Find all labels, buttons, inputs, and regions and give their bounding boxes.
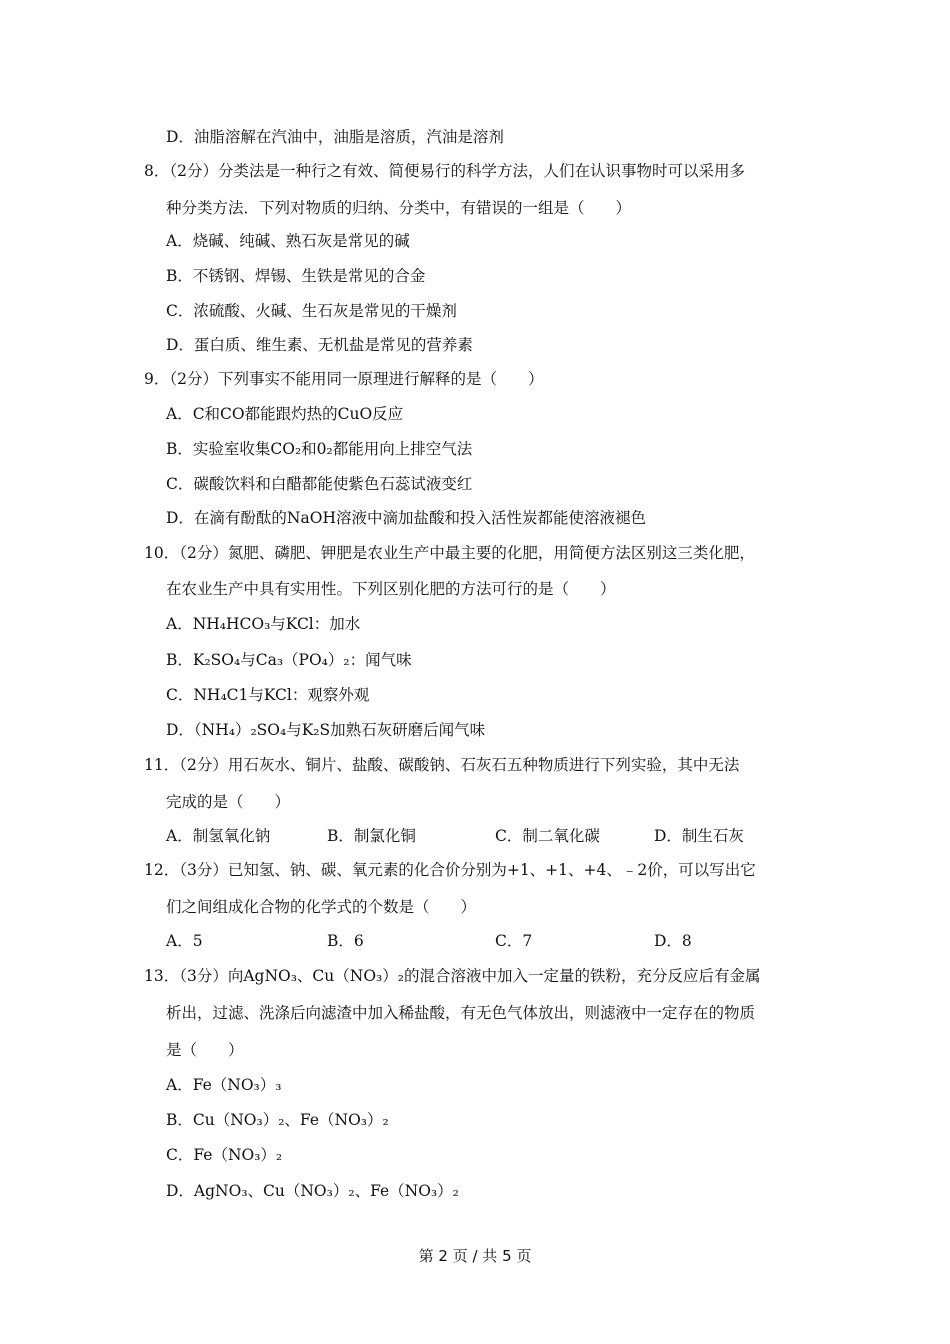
- question-11-stem-line2: 完成的是（ ）: [166, 793, 291, 811]
- question-13-stem-line2: 析出，过滤、洗涤后向滤渣中加入稀盐酸，有无色气体放出，则滤液中一定存在的物质: [166, 1004, 756, 1022]
- question-11-option-c: C．制二氧化碳: [495, 827, 600, 845]
- question-11-stem-line1: 11．（2分）用石灰水、铜片、盐酸、碳酸钠、石灰石五种物质进行下列实验，其中无法: [144, 756, 740, 774]
- question-9-stem-line1: 9．（2分）下列事实不能用同一原理进行解释的是（ ）: [144, 370, 544, 388]
- question-8-stem-line2: 种分类方法．下列对物质的归纳、分类中，有错误的一组是（ ）: [166, 199, 632, 217]
- question-8-option-a: A．烧碱、纯碱、熟石灰是常见的碱: [166, 232, 410, 250]
- question-9-option-d: D．在滴有酚酞的NaOH溶液中滴加盐酸和投入活性炭都能使溶液褪色: [166, 509, 646, 527]
- question-9-option-c: C．碳酸饮料和白醋都能使紫色石蕊试液变红: [166, 475, 473, 493]
- page-number: 第 2 页 / 共 5 页: [418, 1247, 532, 1265]
- question-11-option-a: A．制氢氧化钠: [166, 827, 271, 845]
- question-12-option-c: C．7: [495, 932, 533, 950]
- question-12-stem-line2: 们之间组成化合物的化学式的个数是（ ）: [166, 898, 477, 916]
- question-8-option-d: D．蛋白质、维生素、无机盐是常见的营养素: [166, 336, 473, 354]
- question-11-option-b: B．制氯化铜: [327, 827, 416, 845]
- question-10-option-c: C．NH₄C1与KCl：观察外观: [166, 686, 370, 704]
- question-8-option-b: B．不锈钢、焊锡、生铁是常见的合金: [166, 267, 426, 285]
- question-12-option-b: B．6: [327, 932, 364, 950]
- question-10-option-a: A．NH₄HCO₃与KCl：加水: [166, 615, 361, 633]
- question-13-stem-line3: 是（ ）: [166, 1041, 244, 1059]
- question-13-option-c: C．Fe（NO₃）₂: [166, 1146, 283, 1164]
- question-12-option-a: A．5: [166, 932, 203, 950]
- question-12-stem-line1: 12．（3分）已知氢、钠、碳、氧元素的化合价分别为+1、+1、+4、﹣2价，可以写出它: [144, 861, 756, 879]
- question-10-option-b: B．K₂SO₄与Ca₃（PO₄）₂：闻气味: [166, 651, 412, 669]
- question-13-option-d: D．AgNO₃、Cu（NO₃）₂、Fe（NO₃）₂: [166, 1182, 459, 1200]
- question-13-stem-line1: 13．（3分）向AgNO₃、Cu（NO₃）₂的混合溶液中加入一定量的铁粉，充分反应后有金属: [144, 967, 761, 985]
- question-9-option-a: A．C和CO都能跟灼热的CuO反应: [166, 405, 404, 423]
- question-10-stem-line2: 在农业生产中具有实用性。下列区别化肥的方法可行的是（ ）: [166, 580, 616, 598]
- question-7-option-d: D．油脂溶解在汽油中，油脂是溶质，汽油是溶剂: [166, 128, 504, 146]
- question-11-option-d: D．制生石灰: [654, 827, 744, 845]
- question-8-stem-line1: 8．（2分）分类法是一种行之有效、简便易行的科学方法，人们在认识事物时可以采用多: [144, 162, 745, 180]
- question-9-option-b: B．实验室收集CO₂和0₂都能用向上排空气法: [166, 440, 473, 458]
- question-12-option-d: D．8: [654, 932, 692, 950]
- question-8-option-c: C．浓硫酸、火碱、生石灰是常见的干燥剂: [166, 302, 457, 320]
- question-13-option-b: B．Cu（NO₃）₂、Fe（NO₃）₂: [166, 1111, 389, 1129]
- question-13-option-a: A．Fe（NO₃）₃: [166, 1076, 282, 1094]
- question-10-stem-line1: 10．（2分）氮肥、磷肥、钾肥是农业生产中最主要的化肥，用简便方法区别这三类化肥，: [144, 544, 755, 562]
- question-10-option-d: D．（NH₄）₂SO₄与K₂S加熟石灰研磨后闻气味: [166, 721, 486, 739]
